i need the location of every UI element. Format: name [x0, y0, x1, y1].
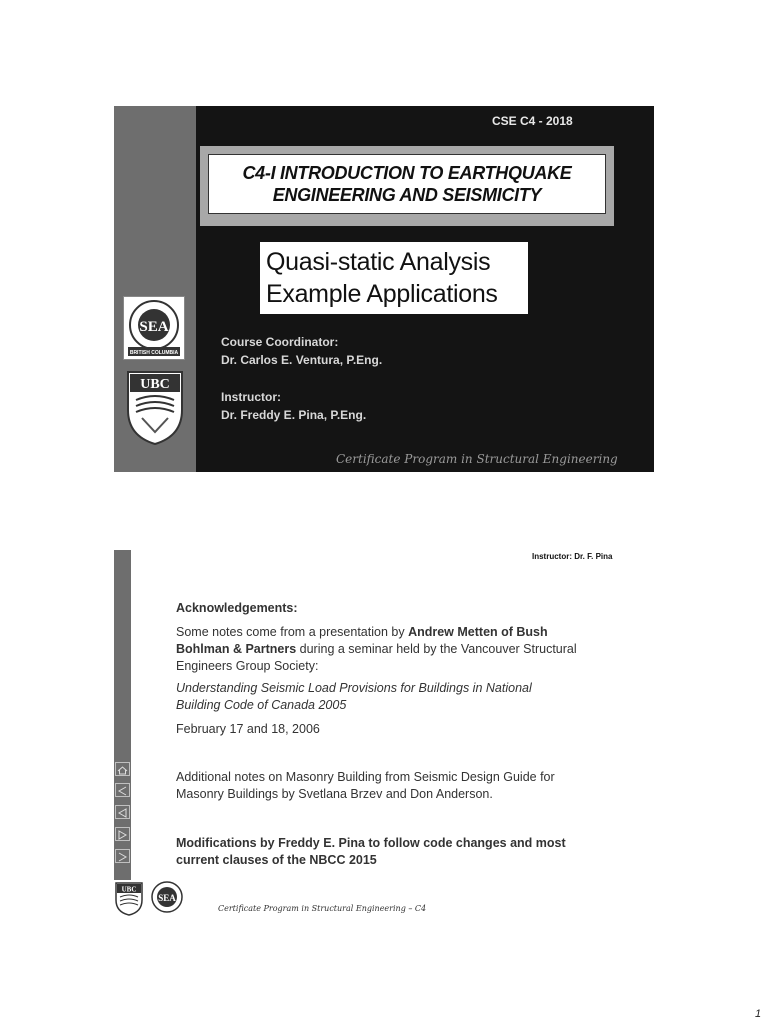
sefa-logo-text: SEA	[139, 319, 169, 335]
sefa-logo-small	[150, 880, 184, 914]
title-frame	[200, 146, 614, 226]
title-box	[208, 154, 606, 214]
slide-footer: Certificate Program in Structural Engineering	[336, 452, 618, 466]
coordinator-label: Course Coordinator:	[221, 335, 339, 349]
home-button[interactable]	[115, 762, 130, 776]
slide-title	[114, 106, 654, 472]
previous-icon	[116, 807, 129, 819]
ubc-logo-text: UBC	[140, 377, 170, 392]
last-icon	[116, 851, 129, 863]
ack-p1-before: Some notes come from a presentation by	[176, 625, 409, 639]
slide-footer: Certificate Program in Structural Engineering – C4	[218, 904, 427, 913]
first-slide-button[interactable]	[115, 783, 130, 797]
subtitle-line-2: Example Applications	[266, 280, 498, 308]
ubc-logo-small	[114, 882, 144, 916]
home-icon	[116, 764, 129, 776]
ubc-small-text: UBC	[121, 885, 137, 894]
slide-acknowledgements	[114, 550, 654, 918]
ack-p1-after: during a seminar held by the Vancouver Structural Engineers Group Society:	[176, 642, 577, 673]
subtitle-box	[260, 242, 528, 314]
ack-source-title: Understanding Seismic Load Provisions for Buildings in National Building Code of Canada 2005	[176, 681, 532, 712]
next-slide-button[interactable]	[115, 827, 130, 841]
title-line-2: ENGINEERING AND SEISMICITY	[272, 185, 542, 205]
ack-heading: Acknowledgements:	[176, 601, 298, 615]
sefa-small-text: SEA	[158, 893, 176, 903]
ack-paragraph-1	[176, 624, 596, 675]
instructor-header: Instructor: Dr. F. Pina	[532, 552, 613, 561]
coordinator-name: Dr. Carlos E. Ventura, P.Eng.	[221, 353, 383, 367]
sefa-logo	[123, 296, 185, 360]
title-line-1: C4-I INTRODUCTION TO EARTHQUAKE	[242, 163, 572, 183]
ack-paragraph-2: Additional notes on Masonry Building from Seismic Design Guide for Masonry Buildings by Svetlana Brzev and Don Anderson.	[176, 770, 555, 801]
slide-sidebar	[114, 550, 131, 880]
next-icon	[116, 829, 129, 841]
ubc-logo	[124, 370, 186, 446]
first-icon	[116, 785, 129, 797]
course-code: CSE C4 - 2018	[492, 114, 573, 128]
sefa-logo-region: BRITISH COLUMBIA	[129, 350, 179, 356]
last-slide-button[interactable]	[115, 849, 130, 863]
ack-paragraph-3: Modifications by Freddy E. Pina to follow code changes and most current clauses of the NBCC 2015	[176, 836, 566, 867]
previous-slide-button[interactable]	[115, 805, 130, 819]
ack-date: February 17 and 18, 2006	[176, 722, 320, 736]
ack-p1-bold: Andrew Metten of Bush Bohlman & Partners	[176, 625, 548, 656]
page-number: 1	[755, 1008, 762, 1020]
subtitle-line-1: Quasi-static Analysis	[266, 248, 491, 276]
instructor-name: Dr. Freddy E. Pina, P.Eng.	[221, 408, 367, 422]
instructor-label: Instructor:	[221, 390, 281, 404]
